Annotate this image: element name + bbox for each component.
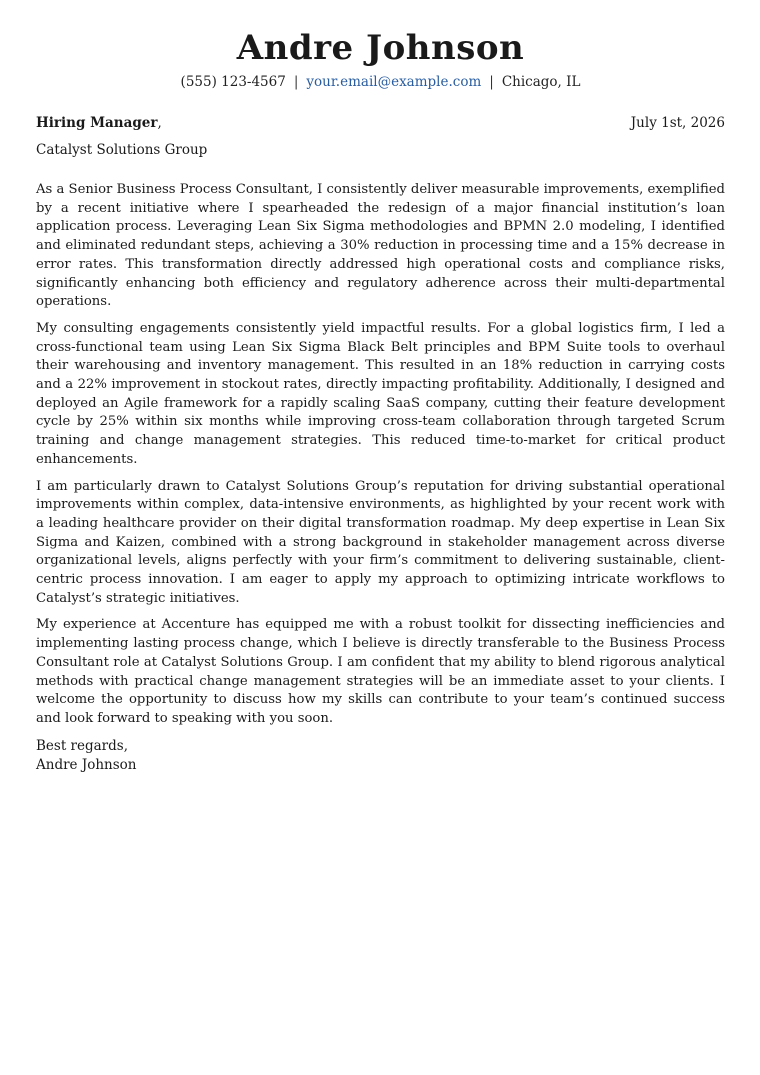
- body-paragraph-4: My experience at Accenture has equipped me with a robust toolkit for dissecting inefficiencies and implementing lasting process change, which I believe is directly transferable to the Business Process Consultant role at Catalyst Solutions Group. I am confident that my ability to blend rigorous analytical methods with practical change management strategies will be an immediate asset to your clients. I welcome the opportunity to discuss how my skills can contribute to your team’s continued success and look forward to speaking with you soon.: [36, 617, 725, 726]
- contact-line: [36, 72, 725, 92]
- recipient-date-row: [36, 114, 725, 133]
- recipient-line: [36, 114, 162, 133]
- closing-salutation: Best regards,: [36, 737, 129, 754]
- cover-letter-page: [36, 26, 725, 775]
- body-paragraph-2: My consulting engagements consistently yield impactful results. For a global logistics firm, I led a cross-functional team using Lean Six Sigma Black Belt principles and BPM Suite tools to overhaul their warehousing and inventory management. This resulted in an 18% reduction in carrying costs and a 22% improvement in stockout rates, directly impacting profitability. Additionally, I designed and deployed an Agile framework for a rapidly scaling SaaS company, cutting their feature development cycle by 25% within six months while improving cross-team collaboration through targeted Scrum training and change management strategies. This reduced time-to-market for critical product enhancements.: [36, 320, 725, 467]
- contact-separator: |: [293, 74, 299, 90]
- letter-date: July 1st, 2026: [630, 115, 725, 131]
- recipient-company: Catalyst Solutions Group: [36, 142, 208, 158]
- closing-block: [36, 737, 725, 775]
- recipient-title: Hiring Manager: [36, 115, 158, 131]
- applicant-name: Andre Johnson: [236, 28, 525, 68]
- body-paragraph-3: I am particularly drawn to Catalyst Solutions Group’s reputation for driving substantial operational improvements within complex, data-intensive environments, as highlighted by your recent work with a leading healthcare provider on their digital transformation roadmap. My deep expertise in Lean Six Sigma and Kaizen, combined with a strong background in stakeholder management across diverse organizational levels, aligns perfectly with your firm’s commitment to delivering sustainable, client-centric process innovation. I am eager to apply my approach to optimizing intricate workflows to Catalyst’s strategic initiatives.: [36, 478, 725, 606]
- location: Chicago, IL: [501, 74, 581, 90]
- recipient-title-suffix: ,: [157, 115, 162, 131]
- contact-separator: |: [489, 74, 494, 90]
- email-link[interactable]: your.email@example.com: [306, 74, 482, 90]
- body-paragraph-1: As a Senior Business Process Consultant, I consistently deliver measurable improvements, exemplified by a recent initiative where I spearheaded the redesign of a major financial institution’s loan application process. Leveraging Lean Six Sigma methodologies and BPMN 2.0 modeling, I identified and eliminated redundant steps, achieving a 30% reduction in processing time and a 15% decrease in error rates. This transformation directly addressed high operational costs and compliance risks, significantly enhancing both efficiency and regulatory adherence across their multi-departmental operations.: [36, 182, 725, 310]
- signature-name: Andre Johnson: [36, 756, 137, 773]
- phone-number: (555) 123-4567: [180, 74, 286, 90]
- letter-body: [36, 181, 725, 729]
